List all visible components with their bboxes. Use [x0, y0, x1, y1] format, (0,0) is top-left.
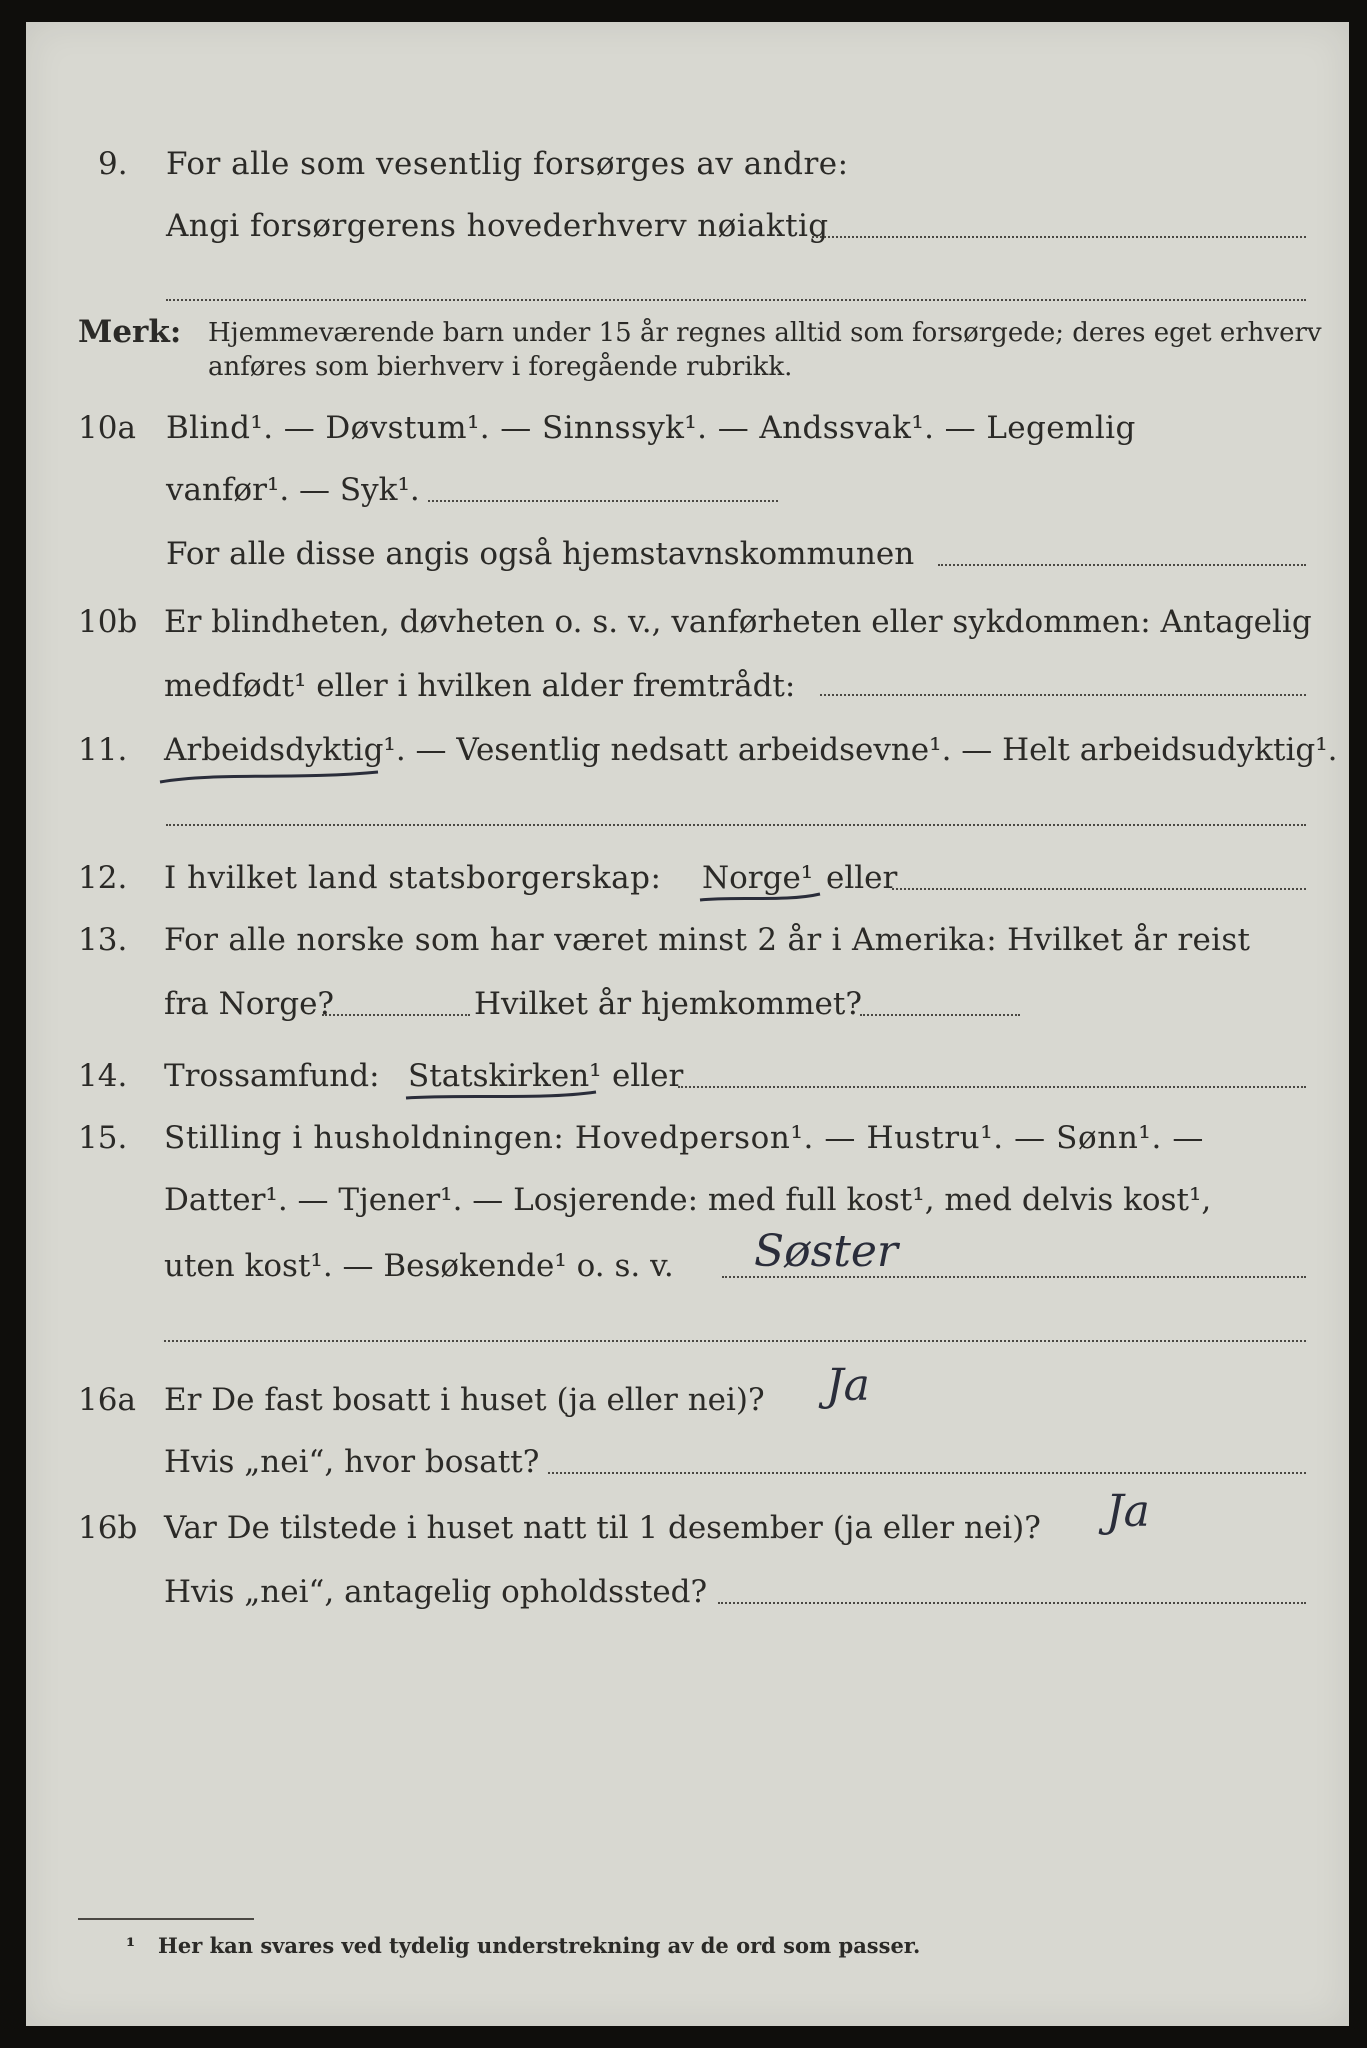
footnote-mark: ¹ [126, 1933, 136, 1958]
item-number-15: 15. [78, 1120, 128, 1156]
q10b-line1: Er blindheten, døvheten o. s. v., vanførheten eller sykdommen: Antagelig [164, 604, 1312, 640]
q13-line2-a: fra Norge? [164, 986, 335, 1022]
q12-answer-line [892, 888, 1306, 890]
merk-label: Merk: [78, 314, 182, 350]
q14-line1-a: Trossamfund: [164, 1058, 380, 1094]
item-number-11: 11. [78, 732, 128, 768]
q14-handwritten-underline [402, 1086, 602, 1110]
footnote-rule [78, 1918, 254, 1920]
item-number-16b: 16b [78, 1510, 138, 1546]
item-number-16a: 16a [78, 1382, 136, 1418]
q11-line1: Arbeidsdyktig¹. — Vesentlig nedsatt arbeidsevne¹. — Helt arbeidsudyktig¹. [164, 732, 1338, 768]
item-number-13: 13. [78, 922, 128, 958]
q16a-answer-line [548, 1472, 1306, 1474]
q13-line2-b: Hvilket år hjemkommet? [474, 986, 862, 1022]
q12-line1-c: eller [826, 860, 898, 896]
q13-year-returned-line [860, 1014, 1020, 1016]
q14-answer-line [678, 1086, 1306, 1088]
q10b-answer-line [820, 694, 1306, 696]
census-form-page [26, 22, 1349, 2026]
q15-handwritten-answer: Søster [754, 1226, 898, 1277]
item-number-10a: 10a [78, 410, 136, 446]
item-number-9: 9. [98, 146, 128, 182]
q16a-line1: Er De fast bosatt i huset (ja eller nei)? [164, 1382, 765, 1418]
q16a-line2: Hvis „nei“, hvor bosatt? [164, 1444, 540, 1480]
q16b-answer-line [718, 1602, 1306, 1604]
item-number-12: 12. [78, 860, 128, 896]
q15-line2: Datter¹. — Tjener¹. — Losjerende: med full kost¹, med delvis kost¹, [164, 1182, 1212, 1218]
q10a-line2: vanfør¹. — Syk¹. [166, 472, 420, 508]
q9-line1: For alle som vesentlig forsørges av andre: [166, 146, 849, 182]
q10b-line2: medfødt¹ eller i hvilken alder fremtrådt: [164, 668, 796, 704]
q12-line1-a: I hvilket land statsborgerskap: [164, 860, 662, 896]
q10a-line1: Blind¹. — Døvstum¹. — Sinnssyk¹. — Andssvak¹. — Legemlig [166, 410, 1136, 446]
footnote-text: Her kan svares ved tydelig understrekning av de ord som passer. [158, 1933, 921, 1958]
q12-handwritten-underline [696, 888, 826, 908]
q15-answer-line-2 [164, 1340, 1306, 1342]
item-number-14: 14. [78, 1058, 128, 1094]
merk-line2: anføres som bierhverv i foregående rubrikk. [208, 352, 793, 382]
q9-line2: Angi forsørgerens hovederhverv nøiaktig [166, 208, 829, 244]
q11-handwritten-underline [156, 762, 386, 792]
q16b-line2: Hvis „nei“, antagelig opholdssted? [164, 1574, 708, 1610]
q15-line1: Stilling i husholdningen: Hovedperson¹. — Hustru¹. — Sønn¹. — [164, 1120, 1204, 1156]
q16b-line1: Var De tilstede i huset natt til 1 desember (ja eller nei)? [164, 1510, 1041, 1546]
q13-line1: For alle norske som har været minst 2 år i Amerika: Hvilket år reist [164, 922, 1251, 958]
q9-answer-line [812, 236, 1306, 238]
q14-line1-c: eller [612, 1058, 684, 1094]
q15-line3: uten kost¹. — Besøkende¹ o. s. v. [164, 1248, 674, 1284]
q10a-answer-line [428, 500, 778, 502]
item-number-10b: 10b [78, 604, 138, 640]
q11-answer-line [166, 824, 1306, 826]
q10a-home-answer-line [938, 564, 1306, 566]
q10a-line3: For alle disse angis også hjemstavnskommunen [166, 536, 915, 572]
q13-year-left-line [322, 1014, 470, 1016]
merk-line1: Hjemmeværende barn under 15 år regnes alltid som forsørgede; deres eget erhverv [208, 318, 1322, 348]
q9-answer-line-2 [166, 299, 1306, 301]
q16b-handwritten-answer: Ja [1106, 1486, 1150, 1537]
q14-line1-b: Statskirken¹ [408, 1058, 602, 1094]
q15-answer-line [722, 1276, 1306, 1278]
q16a-handwritten-answer: Ja [826, 1360, 870, 1411]
q12-line1-b: Norge¹ [702, 860, 814, 896]
